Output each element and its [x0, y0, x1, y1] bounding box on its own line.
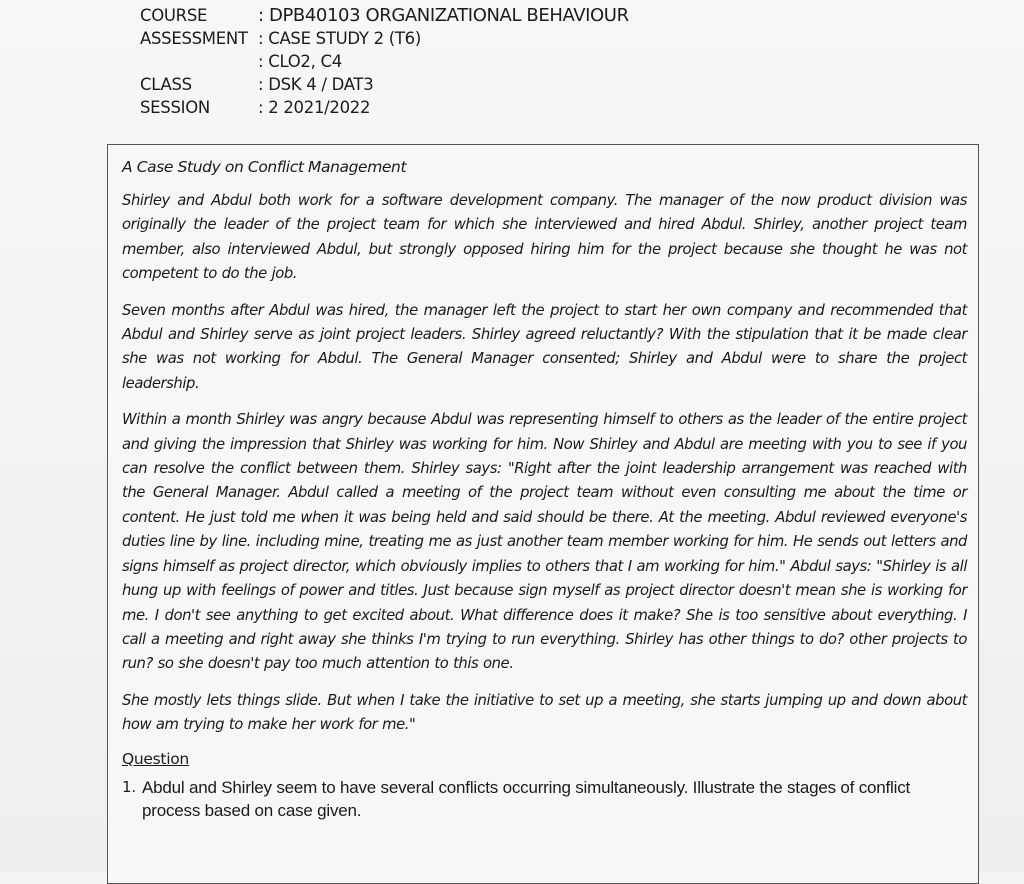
session-label: SESSION: [140, 98, 210, 117]
case-study-content: [122, 157, 967, 822]
assessment-label: ASSESSMENT: [140, 29, 248, 48]
class-label: CLASS: [140, 75, 192, 94]
question-item: [122, 776, 967, 822]
course-label: COURSE: [140, 6, 208, 25]
question-heading: Question: [122, 749, 189, 768]
case-paragraph-2: Seven months after Abdul was hired, the manager left the project to start her own company and recommended that Abdul and Shirley serve as joint project leaders. Shirley agreed reluctantly? With the stipulation that it be made clear she was not working for Abdul. The General Manager consented; Shirley and Abdul were to share the project leadership.: [122, 301, 967, 392]
case-paragraph-4: She mostly lets things slide. But when I take the initiative to set up a meeting, she starts jumping up and down about how am trying to make her work for me.": [122, 691, 967, 734]
assessment-value: : CASE STUDY 2 (T6): [258, 27, 421, 50]
case-study-title: A Case Study on Conflict Management: [122, 158, 407, 176]
header-row-session: [140, 96, 629, 119]
clo-value: : CLO2, C4: [258, 50, 342, 73]
question-number: 1.: [122, 777, 136, 796]
case-study-box: [107, 144, 979, 884]
case-paragraph-3: Within a month Shirley was angry because Abdul was representing himself to others as the leader of the entire project and giving the impression that Shirley was working for him. Now Shirley and Abdul are meeting with you to see if you can resolve the conflict between them. Shirley says: "Right after the joint leadership arrangement was reached with the General Manager. Abdul called a meeting of the project team without even consulting me about the time or content. He just told me when it was being held and said should be there. At the meeting. Abdul reviewed everyone's duties line by line. including mine, treating me as just another team member working for him. He sends out letters and signs himself as project director, which obviously implies to others that I am working for him." Abdul says: "Shirley is all hung up with feelings of power and titles. Just because sign myself as project director doesn't mean she is working for me. I don't see anything to get excited about. What difference does it make? She is too sensitive about everything. I call a meeting and right away she thinks I'm trying to run everything. Shirley has other things to do? other projects to run? so she doesn't pay too much attention to this one.: [122, 411, 967, 673]
case-paragraph-1: Shirley and Abdul both work for a software development company. The manager of the now product division was originally the leader of the project team for which she interviewed and hired Abdul. Shirley, another project team member, also interviewed Abdul, but strongly opposed hiring him for the project because she thought he was not competent to do the job.: [122, 192, 967, 283]
header-row-course: [140, 4, 629, 27]
class-value: : DSK 4 / DAT3: [258, 73, 373, 96]
question-text: Abdul and Shirley seem to have several conflicts occurring simultaneously. Illustrate the stages of conflict process based on case given.: [142, 777, 911, 820]
header-row-clo: [140, 50, 629, 73]
course-value: : DPB40103 ORGANIZATIONAL BEHAVIOUR: [258, 4, 629, 27]
session-value: : 2 2021/2022: [258, 96, 370, 119]
header-row-assessment: [140, 27, 629, 50]
course-header: [140, 4, 629, 119]
header-row-class: [140, 73, 629, 96]
clo-label: [140, 50, 258, 73]
